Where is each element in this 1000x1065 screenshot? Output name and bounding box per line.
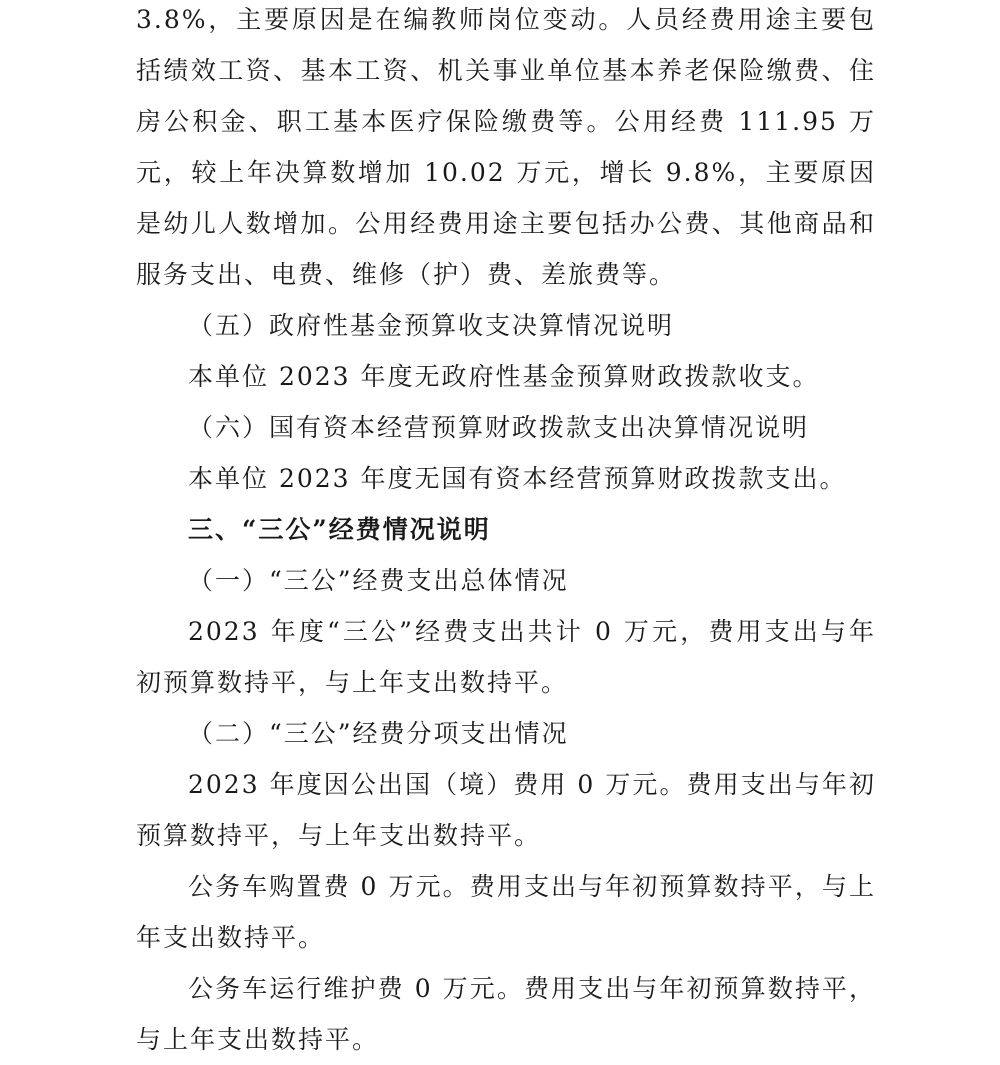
paragraph-overseas-travel: 2023 年度因公出国（境）费用 0 万元。费用支出与年初预算数持平，与上年支出数持平。 xyxy=(136,770,876,850)
paragraph-overall-expenses: 2023 年度“三公”经费支出共计 0 万元，费用支出与年初预算数持平，与上年支出数持平。 xyxy=(136,617,876,697)
paragraph-vehicle-purchase: 公务车购置费 0 万元。费用支出与年初预算数持平，与上年支出数持平。 xyxy=(136,872,876,952)
document-page xyxy=(136,0,876,1065)
paragraph-state-capital-budget: 本单位 2023 年度无国有资本经营预算财政拨款支出。 xyxy=(188,464,847,493)
section-heading-overall-expenses: （一）“三公”经费支出总体情况 xyxy=(188,566,569,595)
paragraph-personnel-and-public-expenses: 3.8%，主要原因是在编教师岗位变动。人员经费用途主要包括绩效工资、基本工资、机关事业单位基本养老保险缴费、住房公积金、职工基本医疗保险缴费等。公用经费 111.95 万元，较上年决算数增加 10.02 万元，增长 9.8%，主要原因是幼儿人数增加。公用经费用途主要包括办公费、其他商品和服务支出、电费、维修（护）费、差旅费等。 xyxy=(136,5,876,289)
section-heading-government-fund-budget: （五）政府性基金预算收支决算情况说明 xyxy=(188,311,675,340)
paragraph-government-fund-budget: 本单位 2023 年度无政府性基金预算财政拨款收支。 xyxy=(188,362,820,391)
section-heading-state-capital-budget: （六）国有资本经营预算财政拨款支出决算情况说明 xyxy=(188,413,810,442)
chapter-heading-three-public-expenses: 三、“三公”经费情况说明 xyxy=(188,515,491,544)
paragraph-vehicle-maintenance: 公务车运行维护费 0 万元。费用支出与年初预算数持平，与上年支出数持平。 xyxy=(136,974,876,1054)
section-heading-itemized-expenses: （二）“三公”经费分项支出情况 xyxy=(188,719,569,748)
